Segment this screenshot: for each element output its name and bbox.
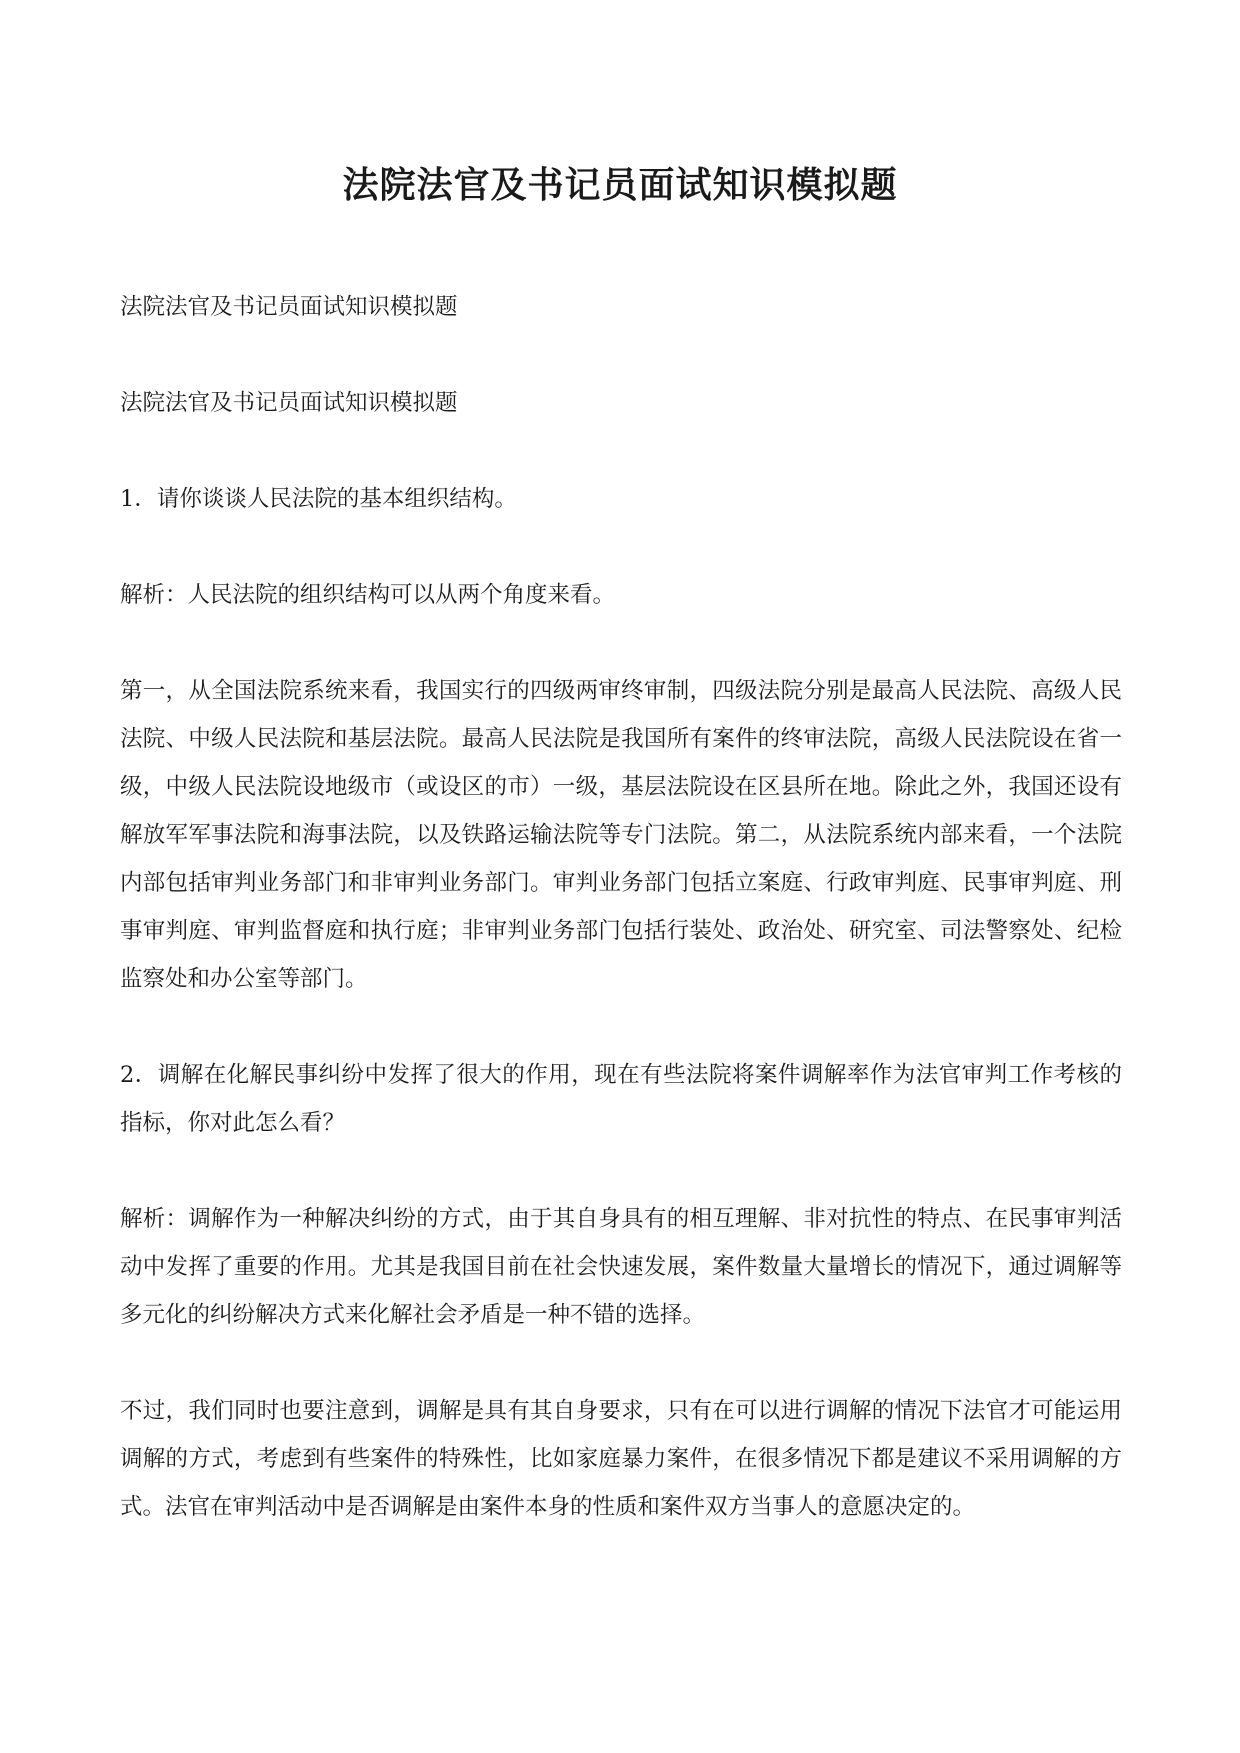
answer-2-part-1: 解析：调解作为一种解决纠纷的方式，由于其自身具有的相互理解、非对抗性的特点、在民事审判活动中发挥了重要的作用。尤其是我国目前在社会快速发展，案件数量大量增长的情况下，通过调解等多元化的纠纷解决方式来化解社会矛盾是一种不错的选择。 xyxy=(120,1206,1122,1328)
document-title: 法院法官及书记员面试知识模拟题 xyxy=(342,164,898,206)
paragraph-subtitle-1: 法院法官及书记员面试知识模拟题 xyxy=(120,294,458,320)
document-body xyxy=(120,283,1122,1579)
answer-2-part-2: 不过，我们同时也要注意到，调解是具有其自身要求，只有在可以进行调解的情况下法官才可能运用调解的方式，考虑到有些案件的特殊性，比如家庭暴力案件，在很多情况下都是建议不采用调解的方式。法官在审判活动中是否调解是由案件本身的性质和案件双方当事人的意愿决定的。 xyxy=(120,1398,1122,1520)
question-1: 1．请你谈谈人民法院的基本组织结构。 xyxy=(120,486,517,512)
question-2: 2．调解在化解民事纠纷中发挥了很大的作用，现在有些法院将案件调解率作为法官审判工作考核的指标，你对此怎么看？ xyxy=(120,1062,1122,1136)
paragraph-subtitle-2: 法院法官及书记员面试知识模拟题 xyxy=(120,390,458,416)
answer-1-body: 第一，从全国法院系统来看，我国实行的四级两审终审制，四级法院分别是最高人民法院、高级人民法院、中级人民法院和基层法院。最高人民法院是我国所有案件的终审法院，高级人民法院设在省一级，中级人民法院设地级市（或设区的市）一级，基层法院设在区县所在地。除此之外，我国还设有解放军军事法院和海事法院，以及铁路运输法院等专门法院。第二，从法院系统内部来看，一个法院内部包括审判业务部门和非审判业务部门。审判业务部门包括立案庭、行政审判庭、民事审判庭、刑事审判庭、审判监督庭和执行庭；非审判业务部门包括行装处、政治处、研究室、司法警察处、纪检监察处和办公室等部门。 xyxy=(120,678,1122,992)
answer-1-intro: 解析：人民法院的组织结构可以从两个角度来看。 xyxy=(120,582,616,608)
